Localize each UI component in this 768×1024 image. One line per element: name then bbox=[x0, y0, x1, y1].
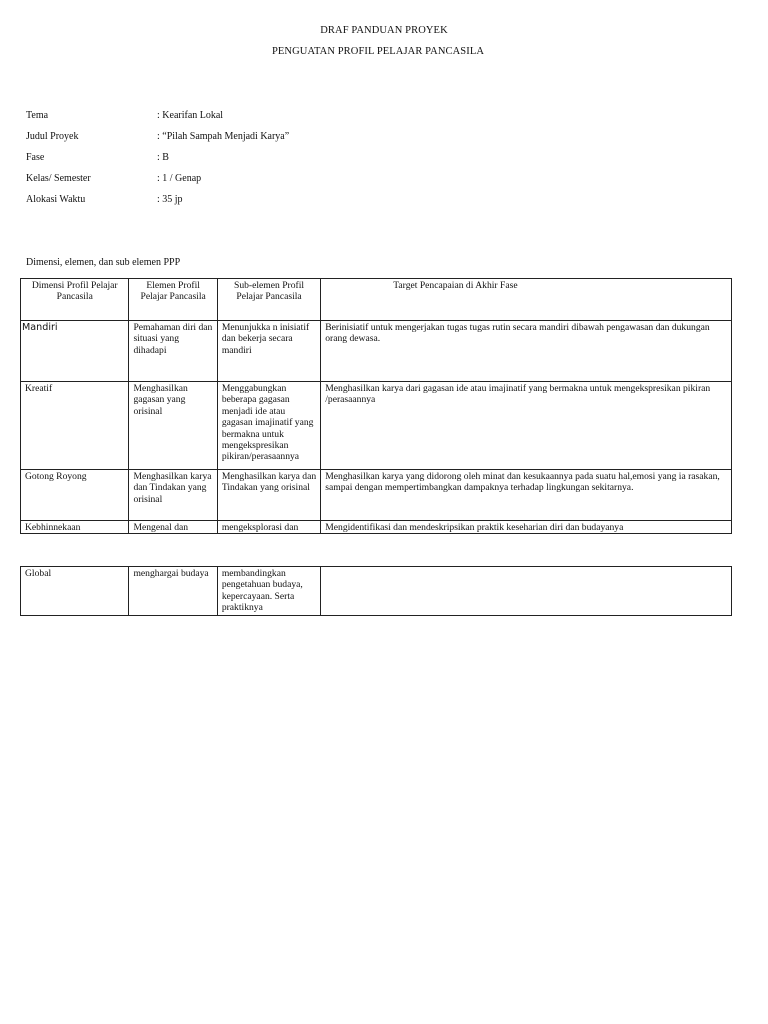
cell-target: Menghasilkan karya yang didorong oleh minat dan kesukaannya pada suatu hal,emosi yang ia rasakan, sampai dengan mempertimbangkan dampaknya terhadap lingkungan sekitarnya. bbox=[321, 470, 732, 521]
meta-label: Tema bbox=[26, 110, 49, 121]
meta-row-judul bbox=[26, 131, 526, 152]
cell-elemen: Menghasilkan karya dan Tindakan yang orisinal bbox=[129, 470, 217, 521]
table-row bbox=[21, 382, 732, 470]
meta-value: : “Pilah Sampah Menjadi Karya” bbox=[157, 131, 290, 142]
document-subtitle: PENGUATAN PROFIL PELAJAR PANCASILA bbox=[271, 46, 485, 57]
header-target: Target Pencapaian di Akhir Fase bbox=[321, 279, 732, 321]
meta-label: Kelas/ Semester bbox=[26, 173, 91, 184]
cell-target: Berinisiatif untuk mengerjakan tugas tugas rutin secara mandiri dibawah pengawasan dan dukungan orang dewasa. bbox=[321, 321, 732, 382]
table-row bbox=[21, 567, 732, 616]
meta-value: : 35 jp bbox=[157, 194, 183, 205]
header-elemen: Elemen Profil Pelajar Pancasila bbox=[129, 279, 217, 321]
meta-value: : 1 / Genap bbox=[157, 173, 202, 184]
meta-row-fase bbox=[26, 152, 526, 173]
cell-elemen: Pemahaman diri dan situasi yang dihadapi bbox=[129, 321, 217, 382]
cell-target bbox=[321, 567, 732, 616]
meta-label: Alokasi Waktu bbox=[26, 194, 86, 205]
cell-elemen: Menghasilkan gagasan yang orisinal bbox=[129, 382, 217, 470]
table-row bbox=[21, 521, 732, 534]
document-title: DRAF PANDUAN PROYEK bbox=[320, 25, 448, 36]
ppp-table-continued bbox=[20, 566, 732, 616]
meta-label: Fase bbox=[26, 152, 45, 163]
header-dimensi: Dimensi Profil Pelajar Pancasila bbox=[21, 279, 129, 321]
cell-dimensi: Mandiri bbox=[21, 321, 129, 382]
meta-row-tema bbox=[26, 110, 526, 131]
meta-label: Judul Proyek bbox=[26, 131, 79, 142]
header-sub-elemen: Sub-elemen Profil Pelajar Pancasila bbox=[217, 279, 320, 321]
cell-target: Menghasilkan karya dari gagasan ide atau imajinatif yang bermakna untuk mengekspresikan pikiran /perasaannya bbox=[321, 382, 732, 470]
project-meta bbox=[26, 110, 526, 215]
meta-value: : B bbox=[157, 152, 169, 163]
ppp-table bbox=[20, 278, 732, 534]
meta-value: : Kearifan Lokal bbox=[157, 110, 224, 121]
cell-elemen: Mengenal dan bbox=[129, 521, 217, 534]
cell-sub-elemen: membandingkan pengetahuan budaya, kepercayaan. Serta praktiknya bbox=[217, 567, 320, 616]
table-row bbox=[21, 470, 732, 521]
cell-elemen: menghargai budaya bbox=[129, 567, 217, 616]
table-header-row bbox=[21, 279, 732, 321]
section-title: Dimensi, elemen, dan sub elemen PPP bbox=[26, 257, 181, 268]
cell-sub-elemen: Menghasilkan karya dan Tindakan yang orisinal bbox=[217, 470, 320, 521]
cell-sub-elemen: Menggabungkan beberapa gagasan menjadi ide atau gagasan imajinatif yang bermakna untuk mengekspresikan pikiran/perasaannya bbox=[217, 382, 320, 470]
cell-dimensi: Kreatif bbox=[21, 382, 129, 470]
cell-dimensi: Global bbox=[21, 567, 129, 616]
cell-sub-elemen: mengeksplorasi dan bbox=[217, 521, 320, 534]
meta-row-kelas bbox=[26, 173, 526, 194]
cell-dimensi: Kebhinnekaan bbox=[21, 521, 129, 534]
table-row bbox=[21, 321, 732, 382]
cell-sub-elemen: Menunjukka n inisiatif dan bekerja secara mandiri bbox=[217, 321, 320, 382]
meta-row-alokasi bbox=[26, 194, 526, 215]
cell-target: Mengidentifikasi dan mendeskripsikan praktik keseharian diri dan budayanya bbox=[321, 521, 732, 534]
cell-dimensi: Gotong Royong bbox=[21, 470, 129, 521]
